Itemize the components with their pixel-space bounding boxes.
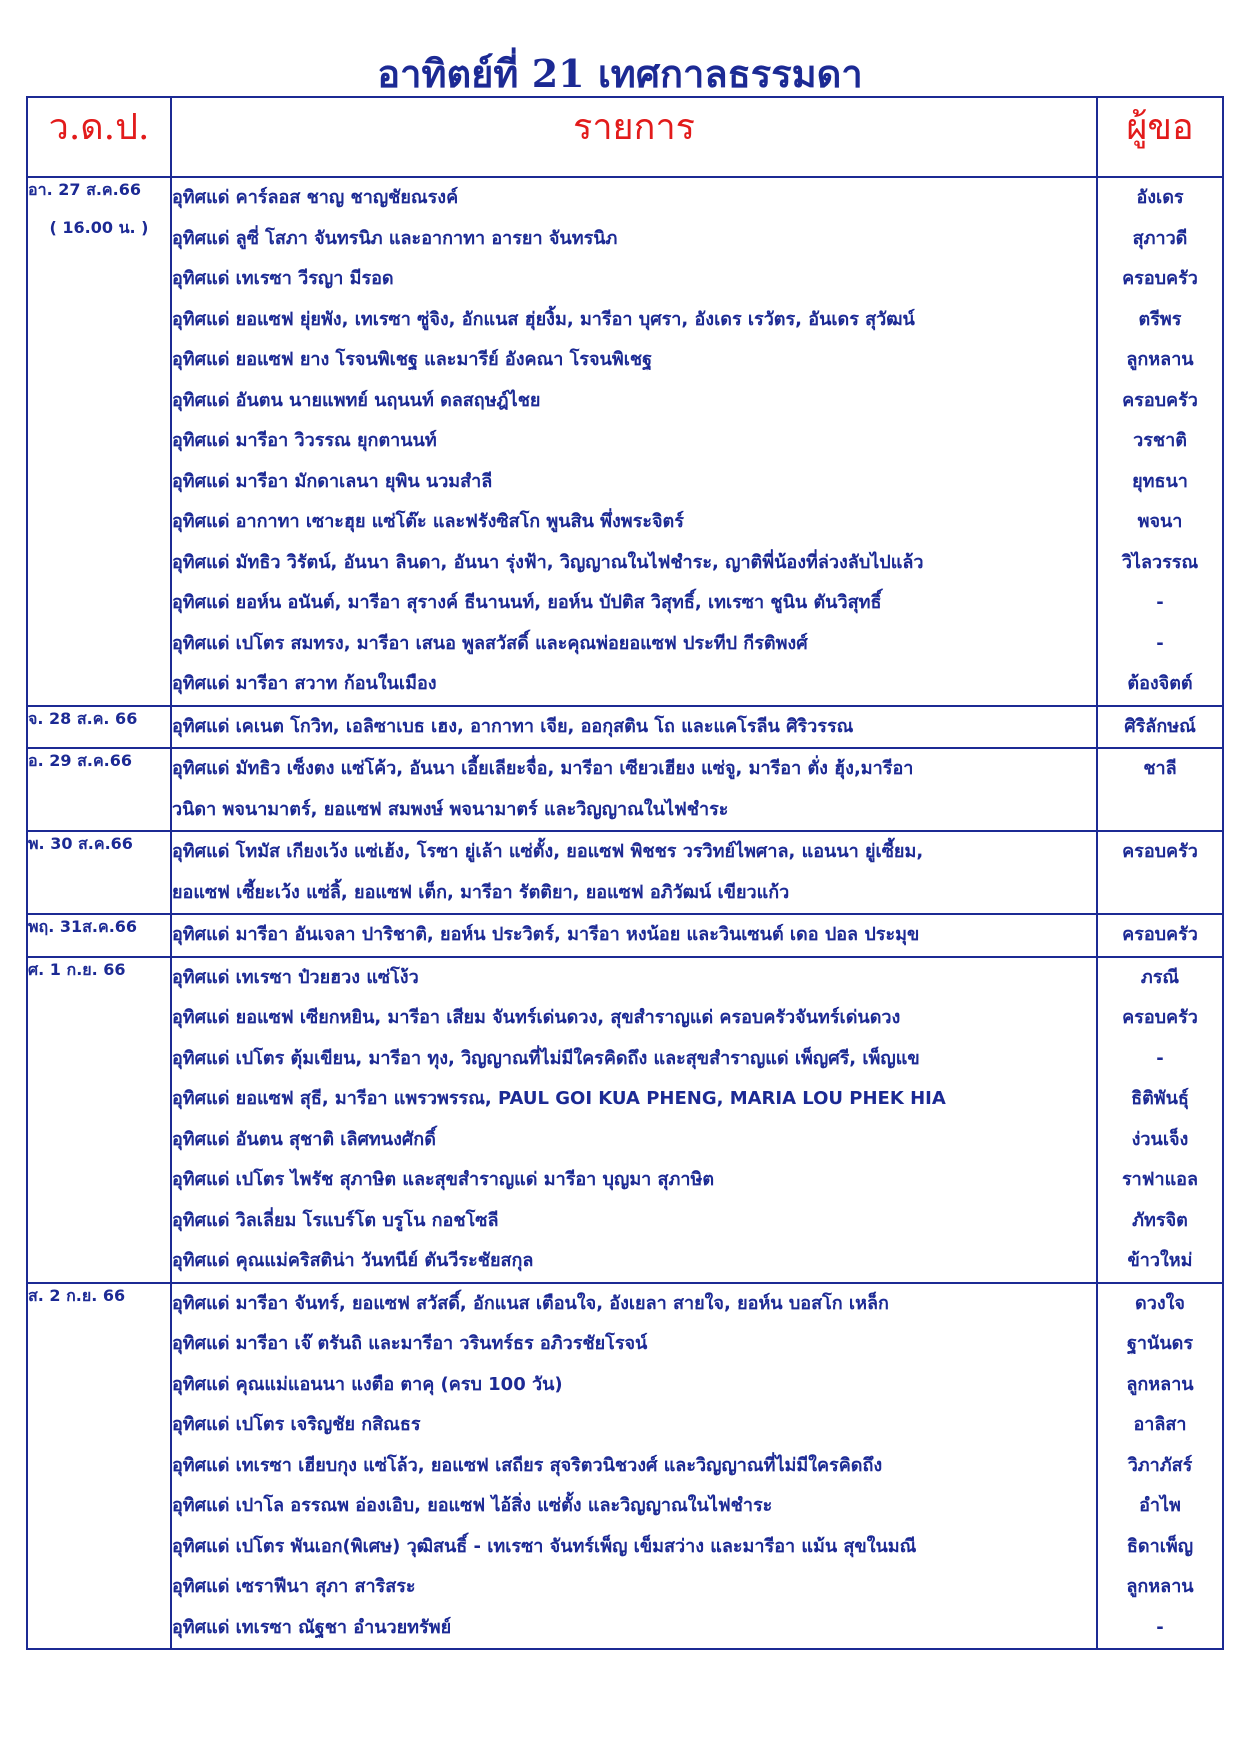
requester-name: สุภาวดี <box>1132 227 1188 249</box>
table-row <box>27 914 1223 957</box>
date-label: พฤ. 31ส.ค.66 <box>28 917 138 936</box>
requester-name: - <box>1156 1616 1164 1638</box>
requester-name: ราฟาแอล <box>1121 1169 1199 1190</box>
intention-line: อุทิศแด่ เปาโล อรรณพ อ่องเอิบ, ยอแซฟ ไอ้สิ่ง แซ่ตั้ง และวิญญาณในไฟชำระ <box>172 1495 773 1516</box>
intentions-table <box>26 96 1224 1650</box>
date-label: ส. 2 ก.ย. 66 <box>28 1285 126 1305</box>
requester-name: อำไพ <box>1139 1495 1181 1516</box>
requester-name: ภรณี <box>1140 966 1180 988</box>
requester-name: ศิริลักษณ์ <box>1124 715 1196 737</box>
intention-line: อุทิศแด่ มารีอา เจ๊ ตรันถิ และมารีอา วรินทร์ธร อภิวรชัยโรจน์ <box>172 1333 648 1354</box>
requester-name: ลูกหลาน <box>1126 1373 1194 1395</box>
table-body <box>27 177 1223 1649</box>
intention-line: อุทิศแด่ ลูซี่ โสภา จันทรนิภ และอากาทา อารยา จันทรนิภ <box>172 227 618 249</box>
intention-line: อุทิศแด่ มารีอา มักดาเลนา ยุพิน นวมสำลี <box>172 470 493 492</box>
intention-line: อุทิศแด่ อากาทา เซาะฮุย แซ่โต๊ะ และฟรังซิสโก พูนสิน พึ่งพระจิตร์ <box>172 511 684 532</box>
intention-line: อุทิศแด่ มัทธิว เซ็งตง แซ่โค้ว, อันนา เอี้ยเลียะจื่อ, มารีอา เซียวเฮียง แซ่จู, มารีอา ตั่ง ฮุ้ง,มารีอา <box>172 758 914 779</box>
date-cell <box>27 914 171 957</box>
intention-line: อุทิศแด่ อันตน สุชาติ เลิศทนงศักดิ์ <box>172 1128 436 1150</box>
header-requester: ผู้ขอ <box>1097 97 1223 177</box>
date-label: อา. 27 ส.ค.66 <box>28 180 141 199</box>
requester-name: อังเดร <box>1136 187 1184 208</box>
intention-line: อุทิศแด่ เปโตร ไพรัช สุภาษิต และสุขสำราญแด่ มารีอา บุญมา สุภาษิต <box>172 1169 715 1190</box>
intentions-cell <box>171 748 1097 831</box>
requester-cell <box>1097 748 1223 831</box>
intention-line: ยอแซฟ เซี้ยะเว้ง แซ่ลิ้, ยอแซฟ เต็ก, มารีอา รัตติยา, ยอแซฟ อภิวัฒน์ เขียวแก้ว <box>172 881 790 903</box>
requester-name: ภัทรจิต <box>1132 1209 1188 1231</box>
date-cell <box>27 957 171 1283</box>
table-row <box>27 706 1223 749</box>
date-cell <box>27 706 171 749</box>
date-label: จ. 28 ส.ค. 66 <box>28 708 138 728</box>
requester-cell <box>1097 1283 1223 1650</box>
intention-line: อุทิศแด่ คุณแม่คริสติน่า วันทนีย์ ตันวีระชัยสกุล <box>172 1250 534 1271</box>
intention-line: อุทิศแด่ คุณแม่แอนนา แงตือ ตาคุ (ครบ 100 วัน) <box>172 1373 563 1395</box>
requester-name: ลูกหลาน <box>1126 1576 1194 1597</box>
intention-line: อุทิศแด่ ยอแซฟ เซียกหยิน, มารีอา เสียม จันทร์เด่นดวง, สุขสำราญแด่ ครอบครัวจันทร์เด่นดวง <box>172 1007 901 1028</box>
intention-line: อุทิศแด่ เคเนต โกวิท, เอลิซาเบธ เฮง, อากาทา เจีย, ออกุสติน โถ และแคโรลีน ศิริวรรณ <box>172 715 854 737</box>
intention-line: อุทิศแด่ เปโตร ตุ้มเขียน, มารีอา ทุง, วิญญาณที่ไม่มีใครคิดถึง และสุขสำราญแด่ เพ็ญศรี, เพ็ญแข <box>172 1047 920 1069</box>
table-row <box>27 957 1223 1283</box>
requester-name: ธิดาเพ็ญ <box>1126 1535 1194 1557</box>
header-items: รายการ <box>171 97 1097 177</box>
requester-name: ครอบครัว <box>1122 924 1198 945</box>
table-row <box>27 748 1223 831</box>
requester-name: ยุทธนา <box>1132 470 1188 492</box>
requester-name: ง่วนเจ็ง <box>1131 1128 1189 1150</box>
requester-name: วรชาติ <box>1133 430 1187 451</box>
header-date: ว.ด.ป. <box>27 97 171 177</box>
requester-name: วิไลวรรณ <box>1121 551 1199 573</box>
intentions-cell <box>171 706 1097 749</box>
intention-line: อุทิศแด่ มารีอา จันทร์, ยอแซฟ สวัสดิ์, อักแนส เตือนใจ, อังเยลา สายใจ, ยอห์น บอสโก เหล็ก <box>172 1292 889 1314</box>
requester-name <box>1098 790 1222 831</box>
requester-cell <box>1097 177 1223 706</box>
requester-name: พจนา <box>1137 511 1183 532</box>
date-cell <box>27 177 171 706</box>
intention-line: อุทิศแด่ ยอห์น อนันต์, มารีอา สุรางค์ ธีนานนท์, ยอห์น บัปติส วิสุทธิ์, เทเรซา ชูนิน ตันวิสุทธิ์ <box>172 592 882 613</box>
intention-line: อุทิศแด่ เทเรซา วีรญา มีรอด <box>172 268 394 289</box>
table-row <box>27 177 1223 706</box>
intention-line: อุทิศแด่ เปโตร สมทรง, มารีอา เสนอ พูลสวัสดิ์ และคุณพ่อยอแซฟ ประทีป กีรติพงศ์ <box>172 632 808 654</box>
page-title: อาทิตย์ที่ 21 เทศกาลธรรมดา <box>377 51 863 96</box>
requester-name: ครอบครัว <box>1122 268 1198 289</box>
requester-cell <box>1097 914 1223 957</box>
intention-line: อุทิศแด่ มารีอา อันเจลา ปาริชาติ, ยอห์น ประวิตร์, มารีอา หงน้อย และวินเซนต์ เดอ ปอล ประมุข <box>172 924 920 945</box>
requester-name: ครอบครัว <box>1122 841 1198 862</box>
intention-line: อุทิศแด่ มารีอา สวาท ก้อนในเมือง <box>172 673 437 694</box>
requester-name: ชาลี <box>1143 758 1177 779</box>
table-row <box>27 831 1223 914</box>
date-cell <box>27 831 171 914</box>
requester-name: ข้าวใหม่ <box>1127 1250 1193 1271</box>
date-cell <box>27 1283 171 1650</box>
requester-name <box>1098 873 1222 914</box>
date-label: ศ. 1 ก.ย. 66 <box>28 959 126 979</box>
intention-line: อุทิศแด่ เปโตร พันเอก(พิเศษ) วุฒิสนธิ์ - เทเรซา จันทร์เพ็ญ เข็มสว่าง และมารีอา แม้น สุขในมณี <box>172 1535 917 1557</box>
intention-line: อุทิศแด่ คาร์ลอส ชาญ ชาญชัยณรงค์ <box>172 187 459 208</box>
intention-line: วนิดา พจนามาตร์, ยอแซฟ สมพงษ์ พจนามาตร์ และวิญญาณในไฟชำระ <box>172 798 729 820</box>
requester-name: ครอบครัว <box>1122 389 1198 411</box>
date-label: พ. 30 ส.ค.66 <box>28 834 133 853</box>
requester-name: ตรีพร <box>1138 308 1182 330</box>
intention-line: อุทิศแด่ เทเรซา เฮียบกุง แซ่โล้ว, ยอแซฟ เสถียร สุจริตวนิชวงศ์ และวิญญาณที่ไม่มีใครคิดถึง <box>172 1454 883 1476</box>
intention-line: อุทิศแด่ เซราฟีนา สุภา สาริสระ <box>172 1576 416 1597</box>
intentions-cell <box>171 914 1097 957</box>
table-header-row <box>27 97 1223 177</box>
intention-line: อุทิศแด่ มัทธิว วิรัตน์, อันนา ลินดา, อันนา รุ่งฟ้า, วิญญาณในไฟชำระ, ญาติพี่น้องที่ล่วงลับไปแล้ว <box>172 551 924 573</box>
intention-line: อุทิศแด่ ยอแซฟ ยาง โรจนพิเชฐ และมารีย์ อังคณา โรจนพิเชฐ <box>172 349 652 370</box>
requester-name: - <box>1156 592 1164 613</box>
requester-cell <box>1097 831 1223 914</box>
intention-line: อุทิศแด่ โทมัส เกียงเว้ง แซ่เฮ้ง, โรซา ยู่เล้า แซ่ตั้ง, ยอแซฟ พิชชร วรวิทย์ไพศาล, แอนนา ยู่เซี้ยม, <box>172 841 924 862</box>
requester-name: วิภาภัสร์ <box>1127 1454 1193 1476</box>
intention-line: อุทิศแด่ มารีอา วิวรรณ ยุกตานนท์ <box>172 430 437 451</box>
requester-cell <box>1097 957 1223 1283</box>
intention-line: อุทิศแด่ เทเรซา ณัฐชา อำนวยทรัพย์ <box>172 1616 452 1638</box>
requester-name: ครอบครัว <box>1122 1007 1198 1028</box>
requester-name: ต้องจิตต์ <box>1127 673 1193 694</box>
requester-name: - <box>1156 1047 1164 1069</box>
intentions-cell <box>171 1283 1097 1650</box>
requester-name: ฐานันดร <box>1126 1333 1193 1354</box>
intention-line: อุทิศแด่ เทเรซา ป๋วยฮวง แซ่โง้ว <box>172 966 419 988</box>
requester-cell <box>1097 706 1223 749</box>
intention-line: อุทิศแด่ ยอแซฟ สุธี, มารีอา แพรวพรรณ, PAUL GOI KUA PHENG, MARIA LOU PHEK HIA <box>172 1088 946 1109</box>
intention-line: อุทิศแด่ เปโตร เจริญชัย กสิณธร <box>172 1414 421 1435</box>
table-row <box>27 1283 1223 1650</box>
requester-name: ลูกหลาน <box>1126 349 1194 370</box>
requester-name: อาลิสา <box>1133 1414 1187 1435</box>
intention-line: อุทิศแด่ ยอแซฟ ยุ่ยพัง, เทเรซา ซู่จิง, อักแนส ฮุ่ยงิ้ม, มารีอา บุศรา, อังเดร เรวัตร, อันเดร สุวัฒน์ <box>172 308 915 330</box>
intention-line: อุทิศแด่ อันตน นายแพทย์ นฤนนท์ ดลสฤษฎ์ไชย <box>172 389 541 411</box>
requester-name: ธิติพันธุ์ <box>1131 1088 1189 1109</box>
requester-name: ดวงใจ <box>1135 1292 1185 1314</box>
date-time: ( 16.00 น. ) <box>49 218 149 237</box>
requester-name: - <box>1156 632 1164 654</box>
intentions-cell <box>171 957 1097 1283</box>
date-cell <box>27 748 171 831</box>
date-label: อ. 29 ส.ค.66 <box>28 751 132 770</box>
intentions-cell <box>171 177 1097 706</box>
intentions-cell <box>171 831 1097 914</box>
intention-line: อุทิศแด่ วิลเลี่ยม โรแบร์โต บรูโน กอชโซลี <box>172 1209 499 1231</box>
